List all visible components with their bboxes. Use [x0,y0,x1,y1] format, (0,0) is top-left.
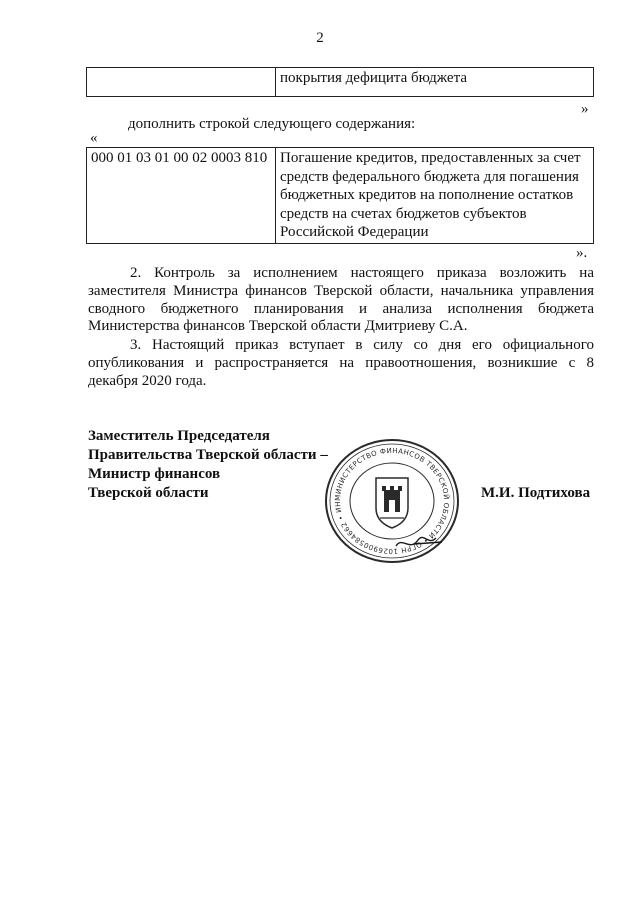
intro-line: дополнить строкой следующего содержания: [128,116,416,132]
official-seal-stamp [318,434,466,568]
signature-position-line: Правительства Тверской области – [88,447,328,463]
name-line: средств федерального бюджета для погашения [280,168,579,185]
budget-table-new-row [86,147,594,244]
table-cell-code: 000 01 03 01 00 02 0003 810 [87,148,276,244]
opening-quote: « [90,130,98,146]
signature-position-line: Тверской области [88,485,209,501]
signature-position-line: Заместитель Председателя [88,428,270,444]
signature-position [88,427,328,503]
table-cell-code [87,68,276,97]
budget-table-top [86,67,594,97]
signature-position-line: Министр финансов [88,466,221,482]
table-row [87,148,594,244]
table-cell-name [276,148,594,244]
seal-ring-text: МИНИСТЕРСТВО ФИНАНСОВ ТВЕРСКОЙ ОБЛАСТИ • ОГРН 1026900584662 • ИН [333,446,451,556]
name-line: средств на счетах бюджетов субъектов [280,205,527,222]
paragraph-2: 2. Контроль за исполнением настоящего приказа возложить на заместителя Министра финансов Тверской области, начальника управления сводного бюджетного планирования и анализа исполнения бюджета Министерства финансов Тверской области Дмитриеву С.А. [88,265,594,335]
closing-quote-period: ». [576,245,588,261]
name-line: бюджетных кредитов на пополнение остатков [280,187,574,203]
closing-quote: » [581,101,589,117]
signatory-name: М.И. Подтихова [481,485,591,501]
paragraph-3: 3. Настоящий приказ вступает в силу со дня его официального опубликования и распространяется на правоотношения, возникшие с 8 декабря 2020 года. [88,337,594,389]
name-line: Погашение кредитов, предоставленных за счет [280,150,581,166]
table-cell-name: покрытия дефицита бюджета [276,68,594,97]
seal-icon [318,434,466,568]
name-line: Российской Федерации [280,224,429,240]
table-row [87,68,594,97]
page-number: 2 [316,30,324,46]
